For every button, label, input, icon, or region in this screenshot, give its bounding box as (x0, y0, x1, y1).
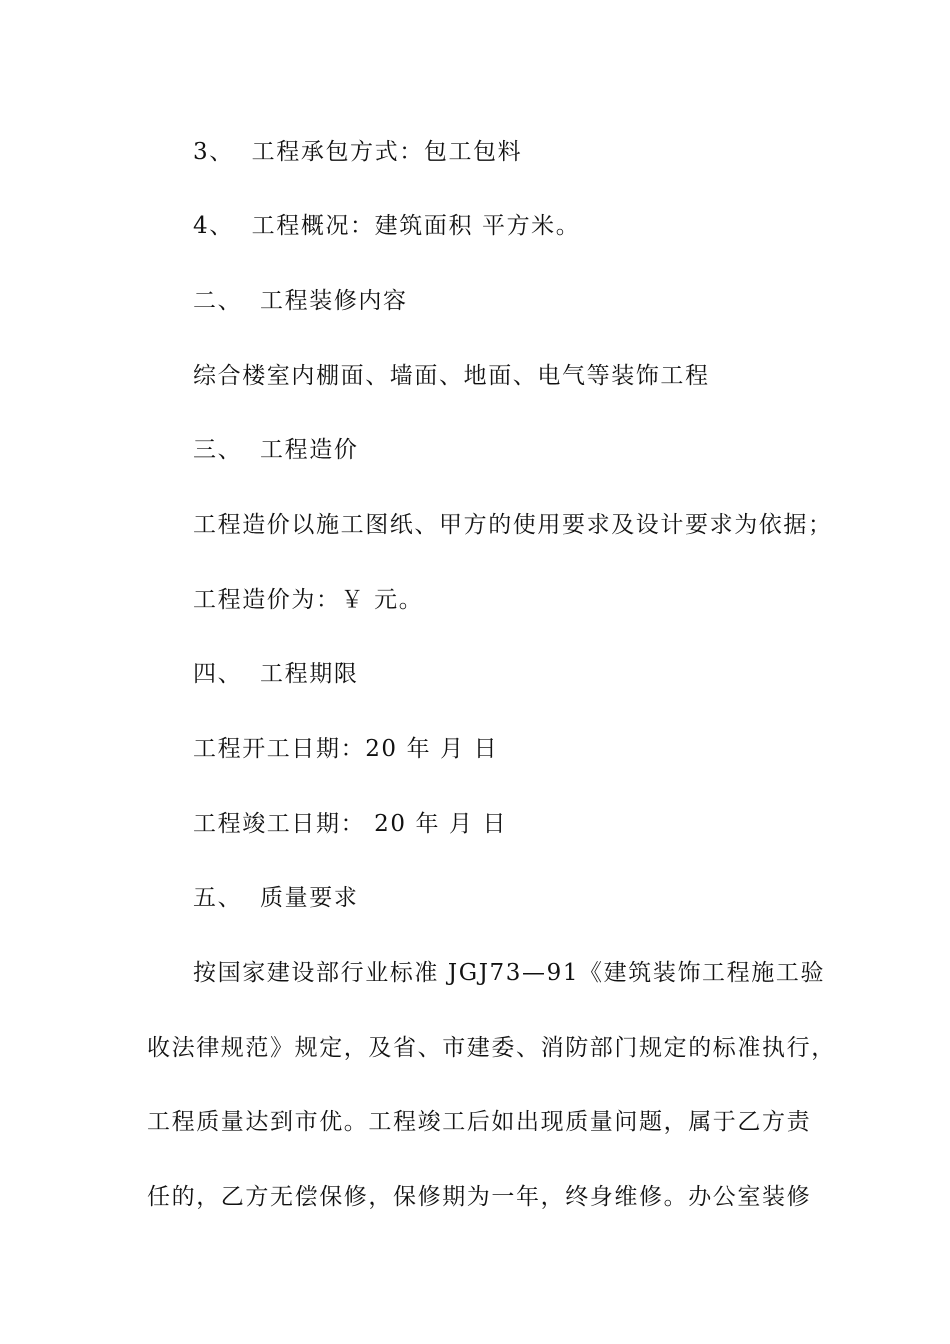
section-heading-2: 二、 工程装修内容 (193, 288, 408, 314)
completion-date-line: 工程竣工日期： 20 年 月 日 (193, 811, 508, 837)
start-date-line: 工程开工日期：20 年 月 日 (193, 736, 499, 762)
section-2-content: 综合楼室内棚面、墙面、地面、电气等装饰工程 (193, 363, 710, 389)
quality-paragraph-line-1: 按国家建设部行业标准 JGJ73—91《建筑装饰工程施工验 (193, 960, 826, 986)
section-heading-4: 四、 工程期限 (193, 661, 359, 687)
contract-clause-3: 3、 工程承包方式：包工包料 (193, 139, 523, 165)
quality-paragraph-line-3: 工程质量达到市优。工程竣工后如出现质量问题，属于乙方责 (147, 1109, 812, 1135)
section-heading-5: 五、 质量要求 (193, 885, 359, 911)
quality-paragraph-line-2: 收法律规范》规定，及省、市建委、消防部门规定的标准执行， (147, 1035, 836, 1061)
section-3-content-basis: 工程造价以施工图纸、甲方的使用要求及设计要求为依据； (193, 512, 833, 538)
section-3-content-price: 工程造价为：￥ 元。 (193, 587, 424, 613)
section-heading-3: 三、 工程造价 (193, 437, 359, 463)
contract-clause-4: 4、 工程概况：建筑面积 平方米。 (193, 213, 581, 239)
quality-paragraph-line-4: 任的，乙方无偿保修，保修期为一年，终身维修。办公室装修 (147, 1184, 812, 1210)
